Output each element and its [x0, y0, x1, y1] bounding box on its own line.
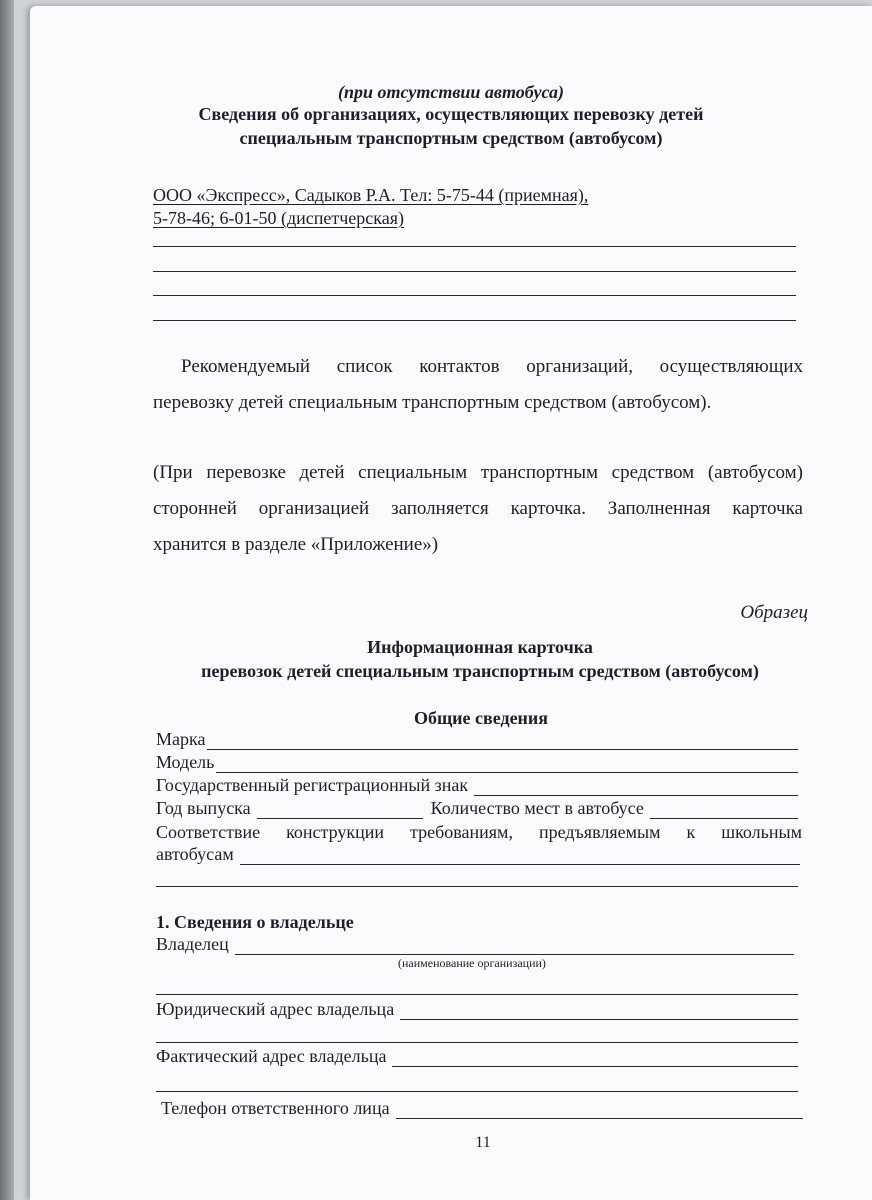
blank-line	[156, 1091, 798, 1092]
field-year-blank	[257, 800, 423, 819]
field-year-seats	[156, 798, 798, 819]
field-seats-label: Количество мест в автобусе	[430, 798, 644, 818]
sample-label: Образец	[740, 602, 808, 623]
blank-line	[153, 295, 796, 296]
blank-line	[156, 886, 798, 887]
owner-blank	[235, 936, 794, 955]
card-title-2: перевозок детей специальным транспортным средством (автобусом)	[201, 661, 759, 681]
binder-edge	[0, 0, 14, 1200]
actual-address-blank	[392, 1048, 798, 1067]
field-seats-blank	[650, 800, 798, 819]
page-number: 11	[475, 1134, 491, 1151]
subtitle-italic: (при отсутствии автобуса)	[338, 82, 564, 102]
field-year-label: Год выпуска	[156, 798, 251, 818]
field-reg-plate-label: Государственный регистрационный знак	[156, 775, 469, 795]
owner-label: Владелец	[156, 934, 229, 954]
blank-line	[153, 320, 796, 321]
field-reg-plate	[156, 775, 798, 796]
recommend-line-2: перевозку детей специальным транспортным средством (автобусом).	[153, 392, 712, 413]
blank-line	[156, 994, 798, 995]
general-heading: Общие сведения	[413, 708, 549, 728]
phone-field	[161, 1098, 803, 1119]
field-compliance-label: автобусам	[156, 844, 234, 864]
org-info-line-2: 5-78-46; 6-01-50 (диспетчерская)	[153, 208, 405, 228]
actual-address-field	[156, 1046, 798, 1067]
phone-blank	[396, 1100, 803, 1119]
field-compliance-line-1: Соответствие конструкции требованиям, предъявляемым к школьным	[156, 822, 802, 842]
field-brand	[156, 729, 798, 750]
card-title-1: Информационная карточка	[367, 637, 593, 657]
org-info-line-1: ООО «Экспресс», Садыков Р.А. Тел: 5-75-44 (приемная),	[153, 185, 589, 205]
blank-line	[153, 271, 796, 272]
recommend-line-1: Рекомендуемый список контактов организаций, осуществляющих	[181, 356, 803, 377]
owner-field	[156, 934, 794, 955]
legal-address-blank	[400, 1001, 798, 1020]
field-compliance	[156, 844, 800, 865]
owner-heading: 1. Сведения о владельце	[156, 912, 354, 932]
field-reg-plate-blank	[474, 777, 798, 796]
field-brand-label: Марка	[156, 729, 206, 749]
legal-address-field	[156, 999, 798, 1020]
legal-address-label: Юридический адрес владельца	[156, 999, 395, 1019]
document-page	[30, 6, 872, 1200]
note-line-3: хранится в разделе «Приложение»)	[153, 534, 439, 555]
field-brand-blank	[207, 731, 798, 750]
note-line-1: (При перевозке детей специальным транспортным средством (автобусом)	[153, 462, 803, 483]
field-model-label: Модель	[156, 752, 215, 772]
title-line-2: специальным транспортным средством (автобусом)	[239, 128, 663, 148]
owner-caption: (наименование организации)	[398, 956, 546, 970]
title-line-1: Сведения об организациях, осуществляющих перевозку детей	[198, 104, 704, 124]
phone-label: Телефон ответственного лица	[161, 1098, 390, 1118]
note-line-2: сторонней организацией заполняется карточка. Заполненная карточка	[153, 498, 803, 519]
blank-line	[153, 246, 796, 247]
field-model-blank	[216, 754, 798, 773]
field-model	[156, 752, 798, 773]
actual-address-label: Фактический адрес владельца	[156, 1046, 387, 1066]
blank-line	[156, 1042, 798, 1043]
field-compliance-blank	[240, 846, 800, 865]
